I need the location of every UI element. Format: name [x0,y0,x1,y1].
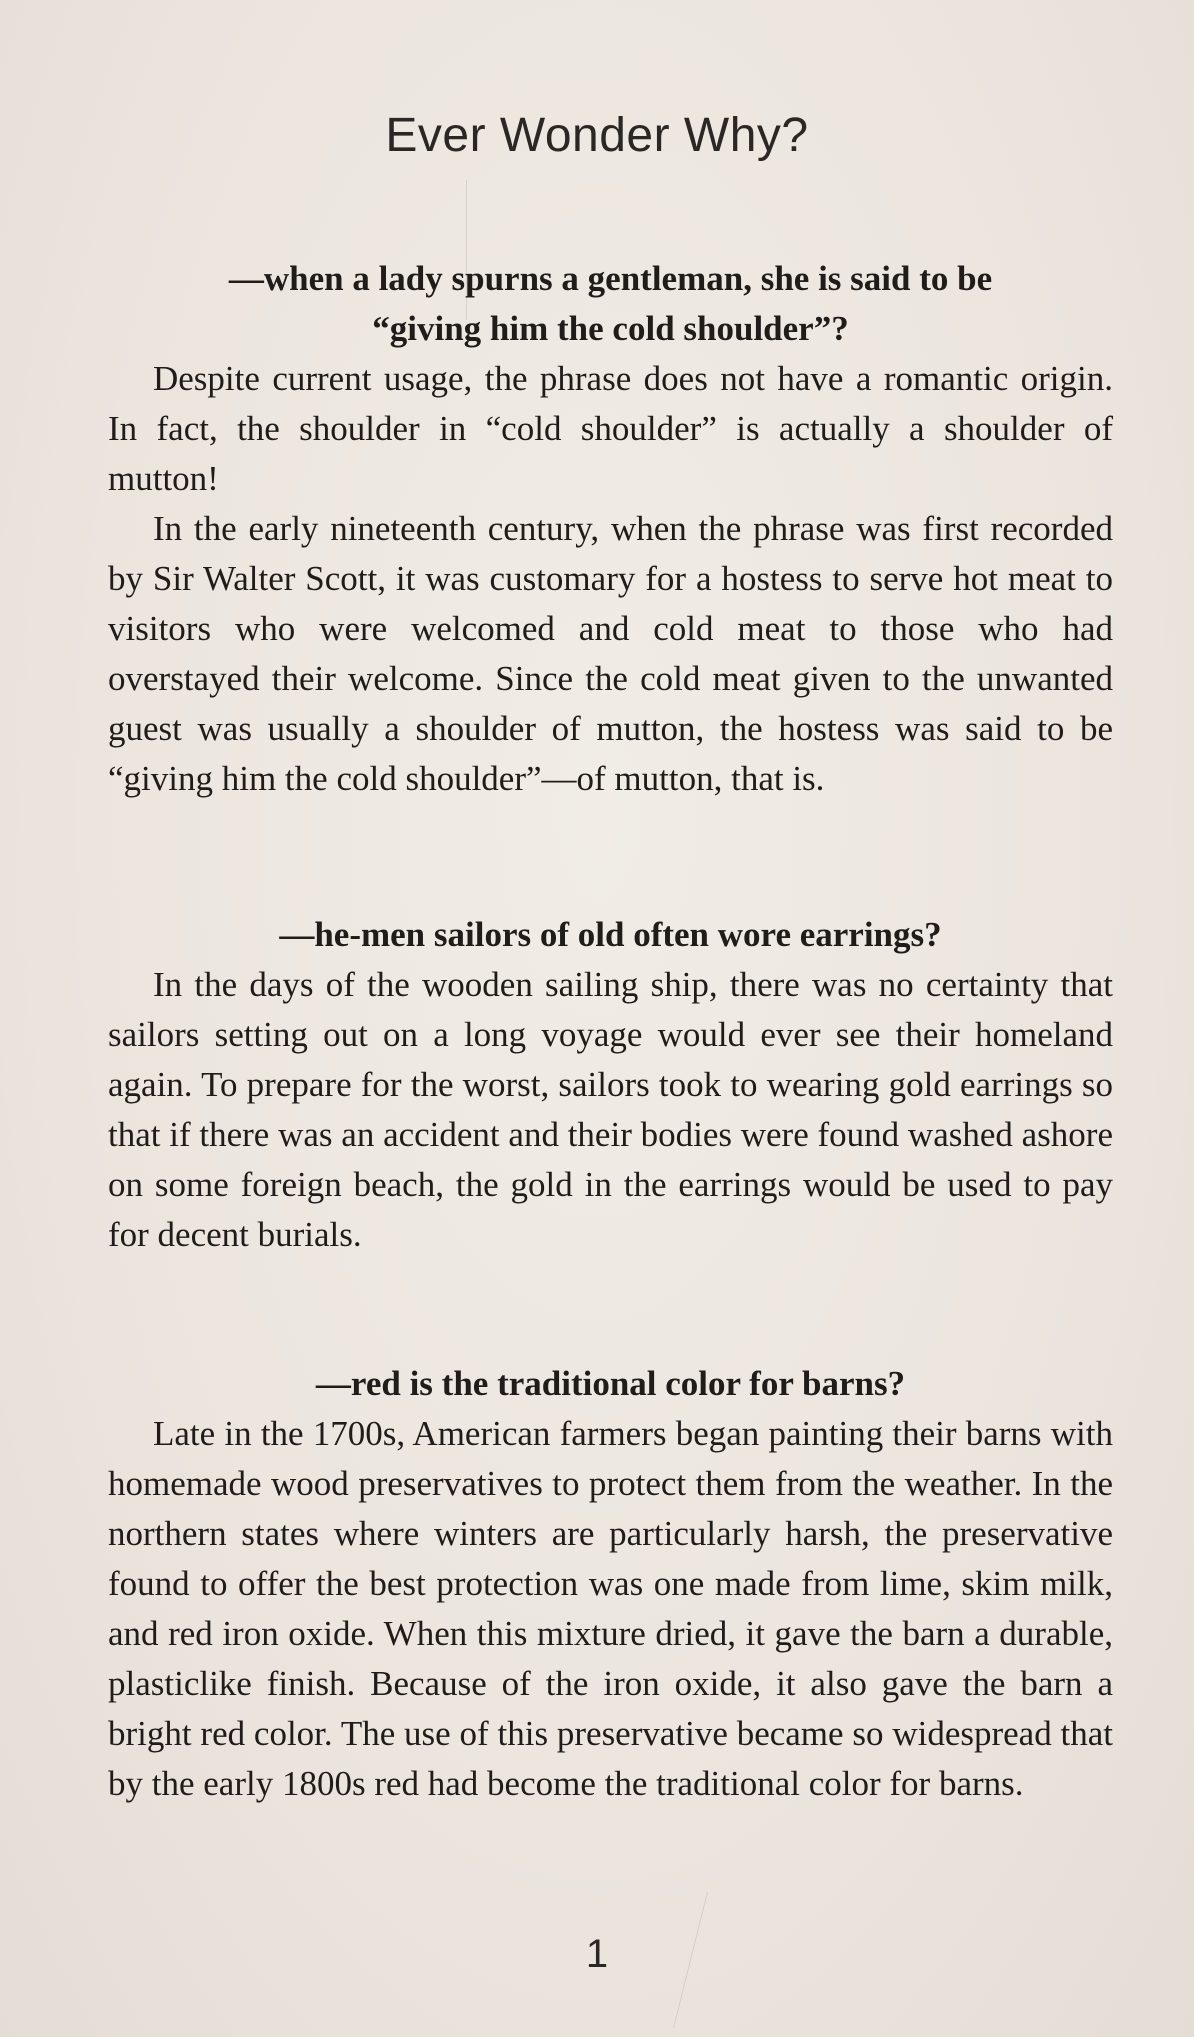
section-heading-line-2: “giving him the cold shoulder”? [372,309,849,348]
section-red-barns [108,1359,1113,1809]
page-title: Ever Wonder Why? [385,109,809,162]
paragraph: Despite current usage, the phrase does not have a romantic origin. In fact, the shoulder in “cold shoulder” is actually a shoulder of mutton! [108,359,1113,498]
section-cold-shoulder [108,254,1113,804]
page-number: 1 [585,1932,609,1976]
paragraph: In the days of the wooden sailing ship, there was no certainty that sailors setting out on a long voyage would ever see their homeland again. To prepare for the worst, sailors took to wearing gold earrings so that if there was an accident and their bodies were found washed ashore on some foreign beach, the gold in the earrings would be used to pay for decent burials. [108,965,1113,1254]
section-heading-line-1: —when a lady spurns a gentleman, she is said to be [228,259,993,298]
paragraph: In the early nineteenth century, when the phrase was first recorded by Sir Walter Scott, it was customary for a hostess to serve hot meat to visitors who were welcomed and cold meat to those who had overstayed their welcome. Since the cold meat given to the unwanted guest was usually a shoulder of mutton, the hostess was said to be “giving him the cold shoulder”—of mutton, that is. [108,509,1113,798]
paragraph: Late in the 1700s, American farmers began painting their barns with homemade wood preservatives to protect them from the weather. In the northern states where winters are particularly harsh, the preservative found to offer the best protection was one made from lime, skim milk, and red iron oxide. When this mixture dried, it gave the barn a durable, plasticlike finish. Because of the iron oxide, it also gave the barn a bright red color. The use of this preservative became so widespread that by the early 1800s red had become the traditional color for barns. [108,1414,1113,1803]
section-heading: —he-men sailors of old often wore earrings? [279,915,942,954]
section-heading [108,254,1113,354]
section-heading: —red is the traditional color for barns? [315,1364,906,1403]
section-sailor-earrings [108,910,1113,1260]
